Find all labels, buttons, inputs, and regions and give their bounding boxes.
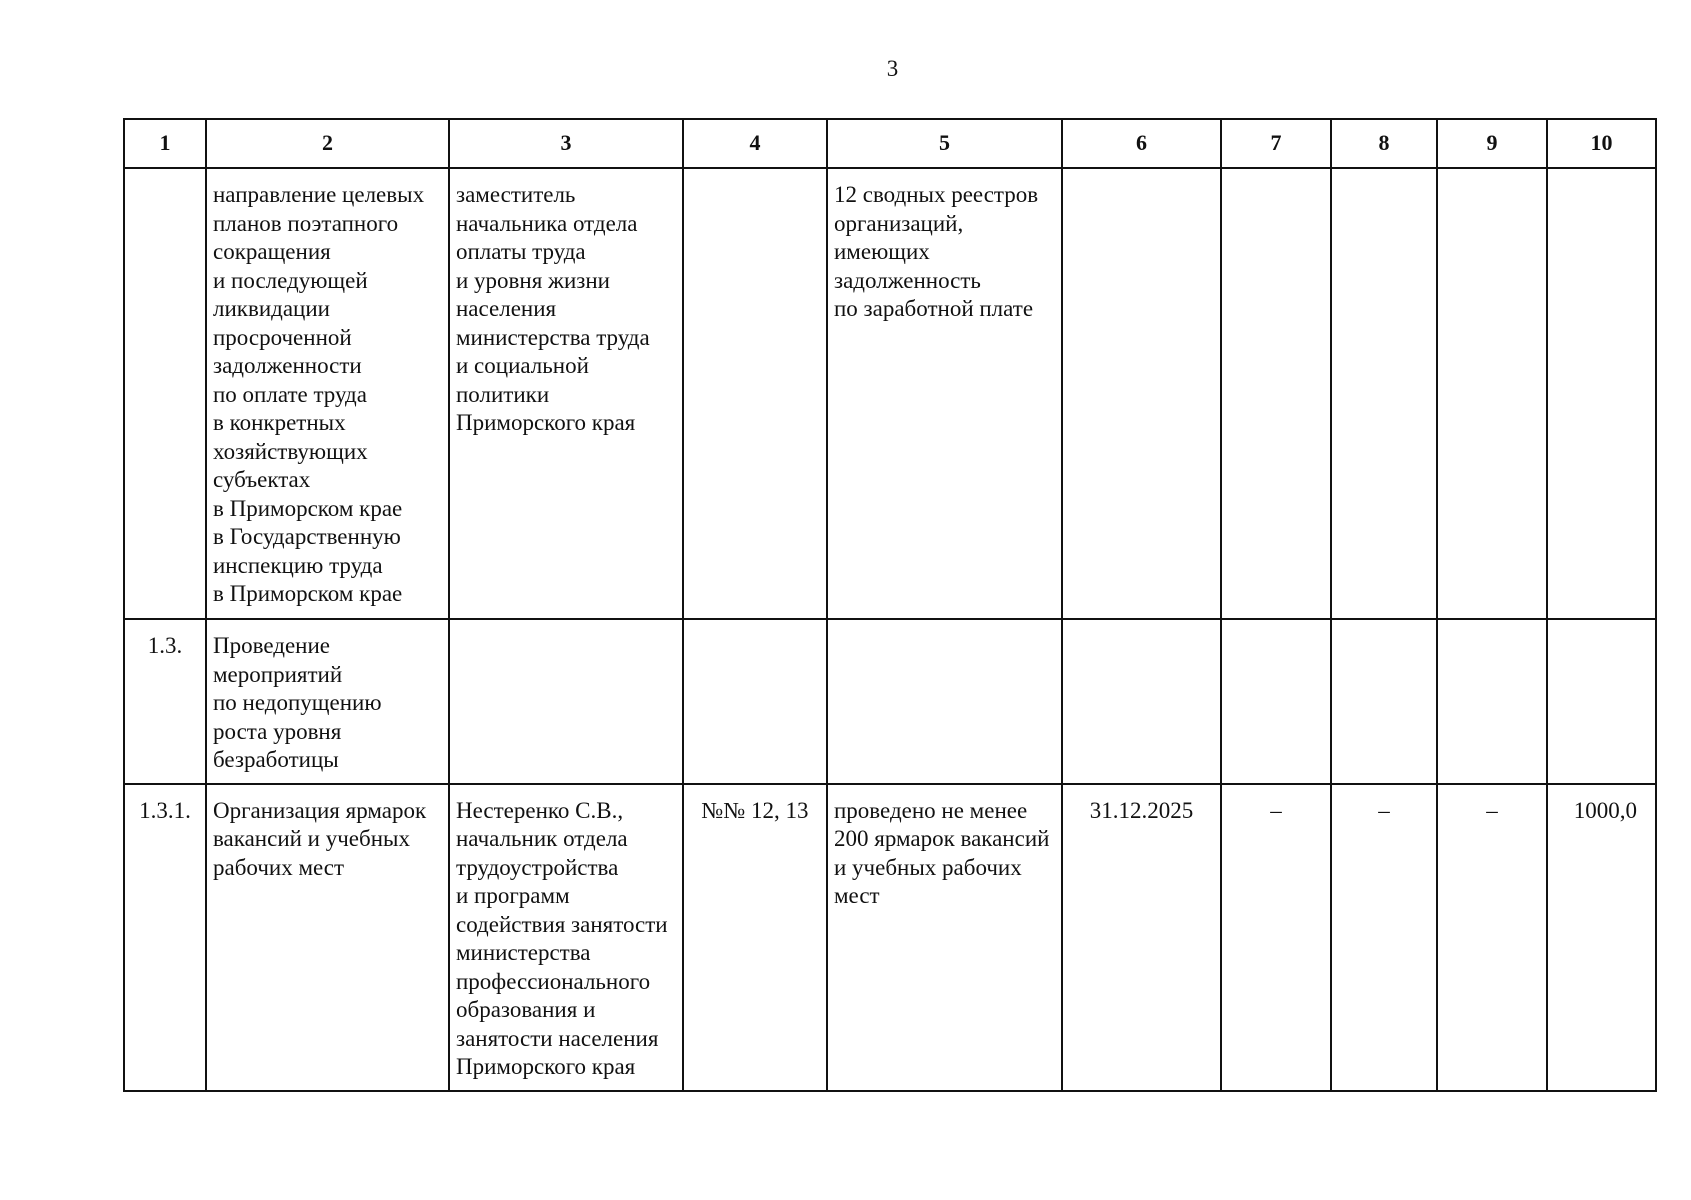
col9-cell: –: [1437, 784, 1547, 1091]
table-row: [124, 784, 1656, 1091]
col9-cell: [1437, 619, 1547, 784]
header-col-2: 2: [206, 119, 449, 168]
row-number: 1.3.: [124, 619, 206, 784]
header-col-3: 3: [449, 119, 683, 168]
deadline-cell: [1062, 619, 1221, 784]
responsible-cell: Нестеренко С.В., начальник отдела трудоустройства и программ содействия занятости министерства профессионального образования и занятости населения Приморского края: [449, 784, 683, 1091]
reference-cell: №№ 12, 13: [683, 784, 827, 1091]
header-col-7: 7: [1221, 119, 1331, 168]
event-cell: Проведение мероприятий по недопущению роста уровня безработицы: [206, 619, 449, 784]
col9-cell: [1437, 168, 1547, 619]
page-number: 3: [886, 56, 899, 81]
col8-cell: –: [1331, 784, 1437, 1091]
col10-cell: [1547, 168, 1656, 619]
responsible-cell: заместитель начальника отдела оплаты труда и уровня жизни населения министерства труда и социальной политики Приморского края: [449, 168, 683, 619]
col10-cell: [1547, 619, 1656, 784]
table-row: [124, 168, 1656, 619]
col7-cell: [1221, 619, 1331, 784]
header-col-6: 6: [1062, 119, 1221, 168]
responsible-cell: [449, 619, 683, 784]
row-number: 1.3.1.: [124, 784, 206, 1091]
deadline-cell: [1062, 168, 1221, 619]
action-plan-table: [123, 118, 1657, 1092]
col10-cell: 1000,0: [1547, 784, 1656, 1091]
deadline-cell: 31.12.2025: [1062, 784, 1221, 1091]
table-header-row: [124, 119, 1656, 168]
event-cell: Организация ярмарок вакансий и учебных рабочих мест: [206, 784, 449, 1091]
col7-cell: [1221, 168, 1331, 619]
header-col-5: 5: [827, 119, 1062, 168]
reference-cell: [683, 168, 827, 619]
header-col-10: 10: [1547, 119, 1656, 168]
result-cell: проведено не менее 200 ярмарок вакансий и учебных рабочих мест: [827, 784, 1062, 1091]
header-col-1: 1: [124, 119, 206, 168]
result-cell: 12 сводных реестров организаций, имеющих задолженность по заработной плате: [827, 168, 1062, 619]
header-col-9: 9: [1437, 119, 1547, 168]
row-number: [124, 168, 206, 619]
header-col-4: 4: [683, 119, 827, 168]
col8-cell: [1331, 168, 1437, 619]
result-cell: [827, 619, 1062, 784]
reference-cell: [683, 619, 827, 784]
table-row: [124, 619, 1656, 784]
col7-cell: –: [1221, 784, 1331, 1091]
header-col-8: 8: [1331, 119, 1437, 168]
event-cell: направление целевых планов поэтапного сокращения и последующей ликвидации просроченной задолженности по оплате труда в конкретных хозяйствующих субъектах в Приморском крае в Государственную инспекцию труда в Приморском крае: [206, 168, 449, 619]
col8-cell: [1331, 619, 1437, 784]
